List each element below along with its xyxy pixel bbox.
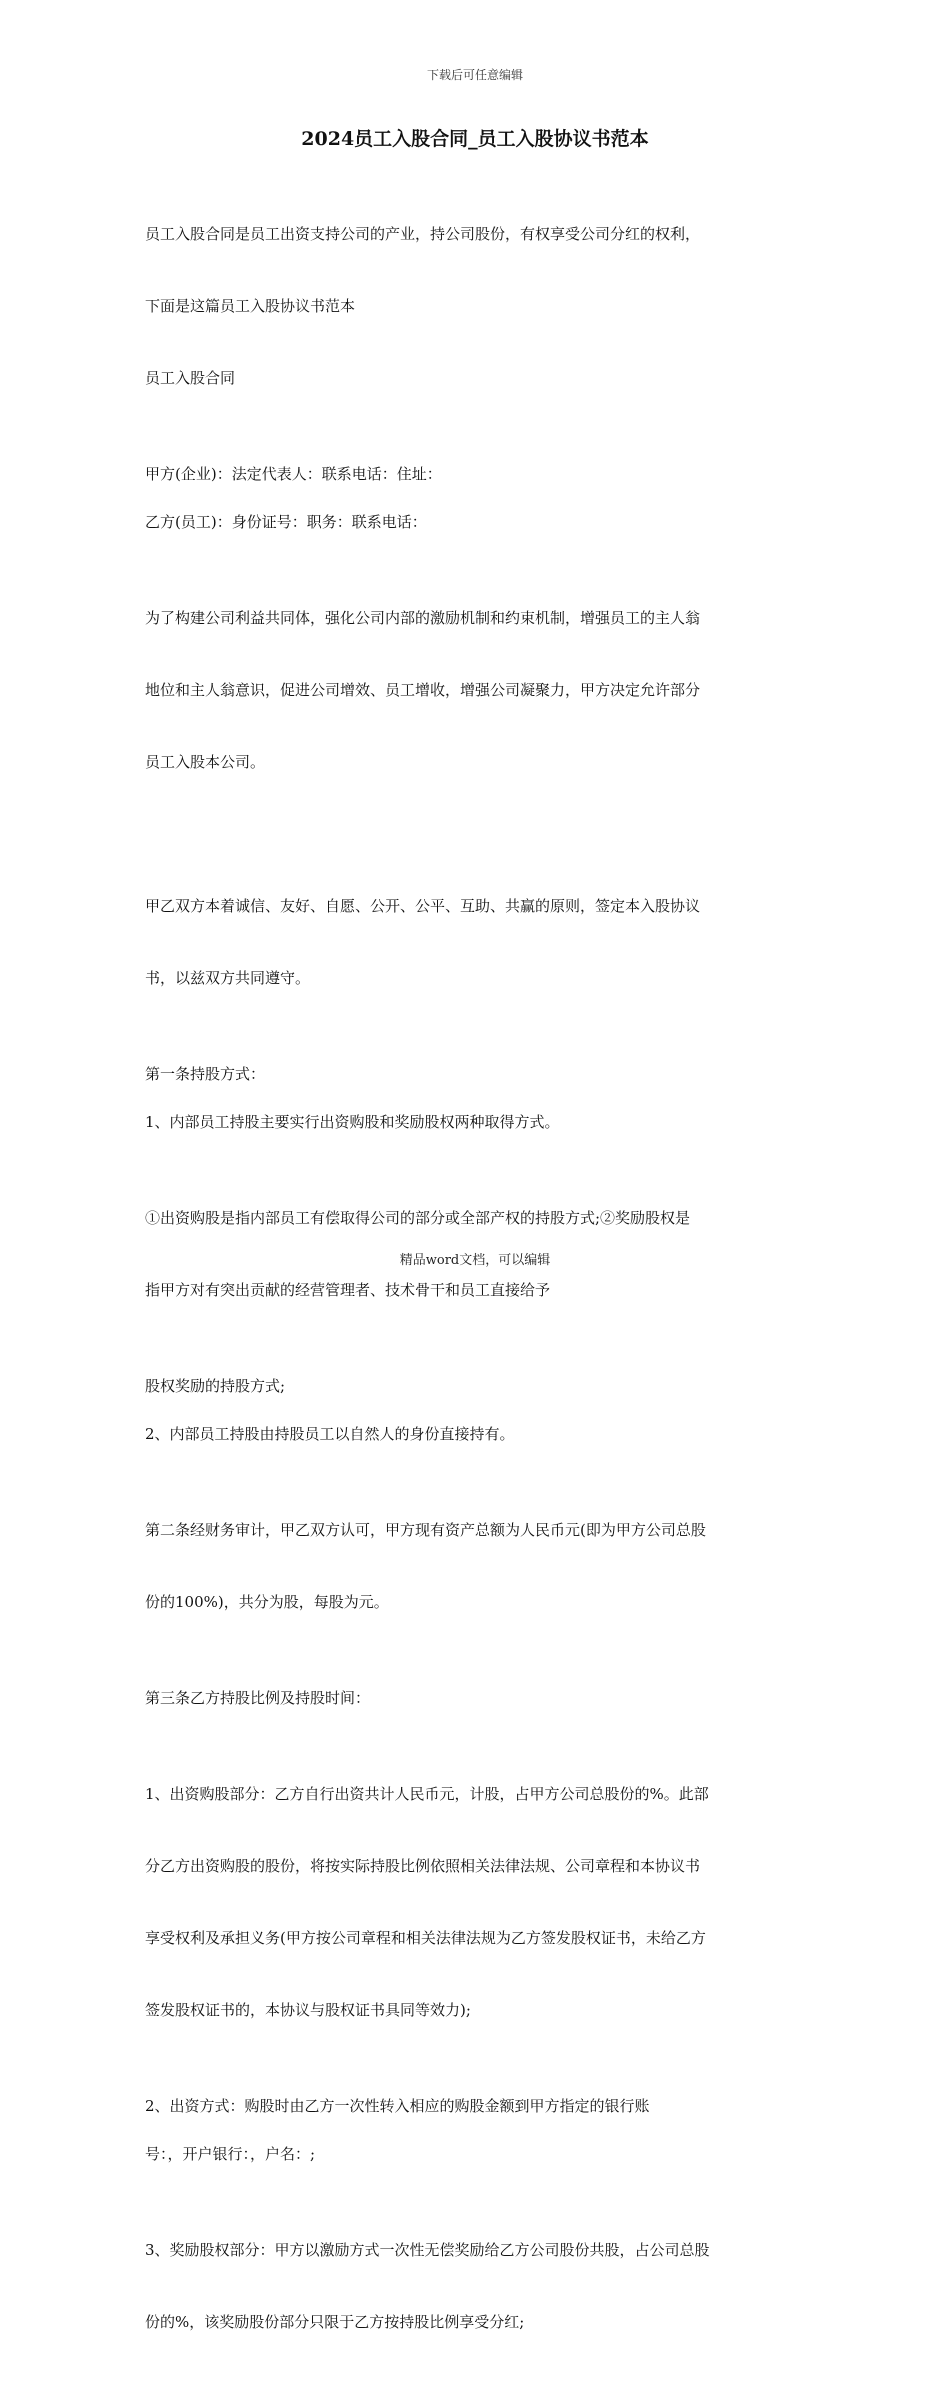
article2-line-2: 份的100%)，共分为股，每股为元。 [145,1593,389,1611]
intro-paragraph [145,174,815,438]
article3-title: 第三条乙方持股比例及持股时间： [145,1689,371,1707]
article3-item1-line-3: 享受权利及承担义务(甲方按公司章程和相关法律法规为乙方签发股权证书，未给乙方 [145,1929,706,1947]
article3-item3 [145,2190,815,2382]
purpose-line-2: 地位和主人翁意识，促进公司增效、员工增收，增强公司凝聚力，甲方决定允许部分 [145,681,701,699]
intro-line-1: 员工入股合同是员工出资支持公司的产业，持公司股份，有权享受公司分红的权利， [145,225,701,243]
article3-item1-line-1: 1、出资购股部分：乙方自行出资共计人民币元，计股，占甲方公司总股份的%。此部 [145,1785,709,1803]
article1-item2: 2、内部员工持股由持股员工以自然人的身份直接持有。 [145,1425,515,1443]
article2-paragraph [145,1470,815,1662]
article3-item2: 2、出资方式：购股时由乙方一次性转入相应的购股金额到甲方指定的银行账 [145,2097,650,2115]
article3-item1 [145,1734,815,2070]
article1-detail-line-1: ①出资购股是指内部员工有偿取得公司的部分或全部产权的持股方式;②奖励股权是 [145,1209,691,1227]
purpose-paragraph [145,558,815,822]
article1-detail-line-2: 指甲方对有突出贡献的经营管理者、技术骨干和员工直接给予 [145,1281,551,1299]
principle-line-2: 书，以兹双方共同遵守。 [145,969,311,987]
document-title: 2024员工入股合同_员工入股协议书范本 [301,128,649,150]
article1-title: 第一条持股方式： [145,1065,266,1083]
article3-item2-cont: 号：，开户银行：，户名：; [145,2145,316,2163]
article1-item1: 1、内部员工持股主要实行出资购股和奖励股权两种取得方式。 [145,1113,560,1131]
purpose-line-3: 员工入股本公司。 [145,753,266,771]
article3-item3-line-1: 3、奖励股权部分：甲方以激励方式一次性无偿奖励给乙方公司股份共股，占公司总股 [145,2241,710,2259]
purpose-line-1: 为了构建公司利益共同体，强化公司内部的激励机制和约束机制，增强员工的主人翁 [145,609,701,627]
article3-item1-line-4: 签发股权证书的，本协议与股权证书具同等效力); [145,2001,471,2019]
article2-line-1: 第二条经财务审计，甲乙双方认可，甲方现有资产总额为人民币元(即为甲方公司总股 [145,1521,706,1539]
party-a-line: 甲方(企业)：法定代表人：联系电话：住址： [145,465,442,483]
article3-item3-line-2: 份的%，该奖励股份部分只限于乙方按持股比例享受分红; [145,2313,525,2331]
party-b-line: 乙方(员工)：身份证号：职务：联系电话： [145,513,427,531]
principle-paragraph [145,846,815,1038]
footer-note: 精品word文档，可以编辑 [399,1253,551,1268]
article1-item1-cont: 股权奖励的持股方式; [145,1377,286,1395]
principle-line-1: 甲乙双方本着诚信、友好、自愿、公开、公平、互助、共赢的原则，签定本入股协议 [145,897,701,915]
header-note: 下载后可任意编辑 [426,68,523,82]
intro-line-3: 员工入股合同 [145,369,236,387]
document-body [145,174,815,2382]
intro-line-2: 下面是这篇员工入股协议书范本 [145,297,356,315]
article3-item1-line-2: 分乙方出资购股的股份，将按实际持股比例依照相关法律法规、公司章程和本协议书 [145,1857,701,1875]
